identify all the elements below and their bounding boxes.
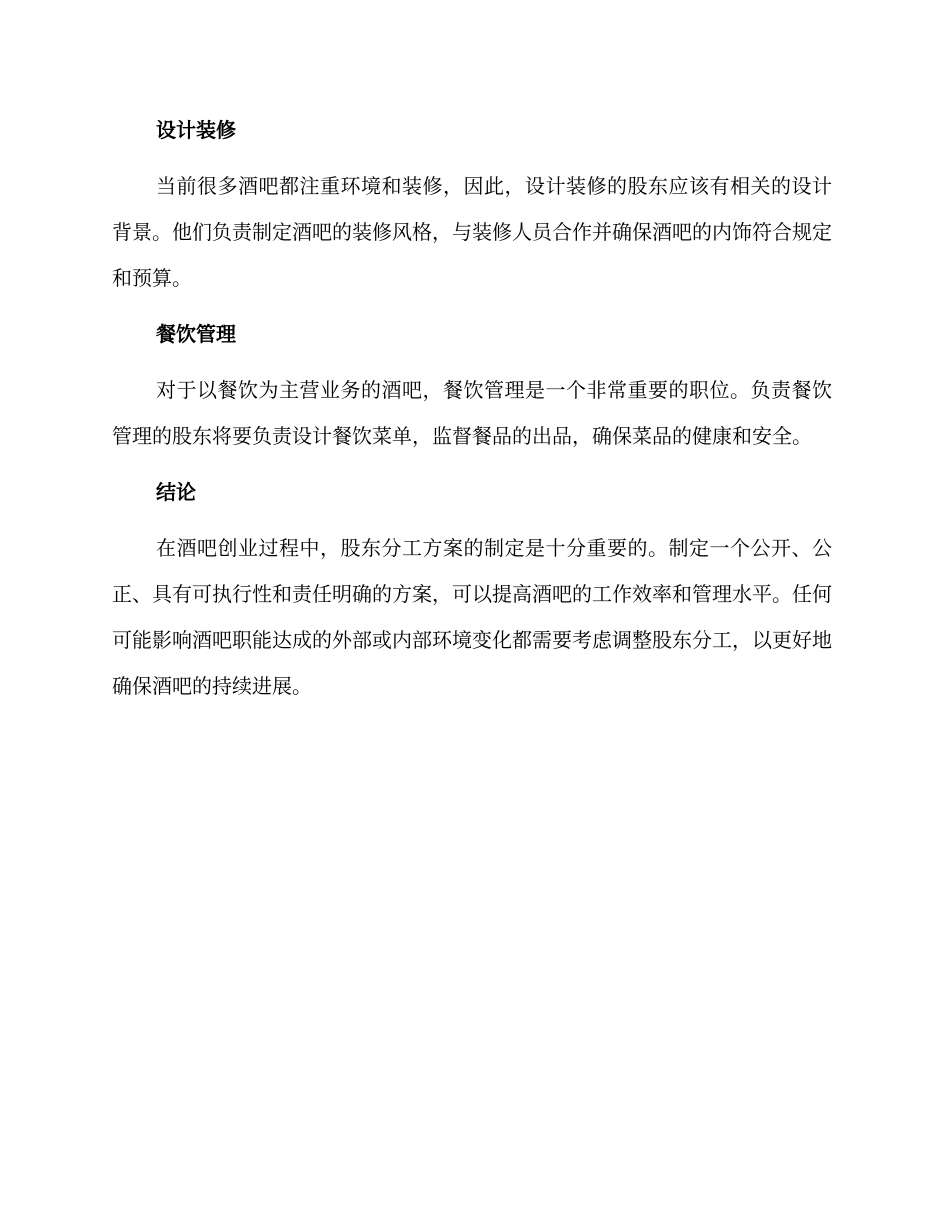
section-heading-design-decoration: 设计装修: [156, 118, 236, 142]
section-paragraph-design-decoration: 当前很多酒吧都注重环境和装修，因此，设计装修的股东应该有相关的设计背景。他们负责制定酒吧的装修风格，与装修人员合作并确保酒吧的内饰符合规定和预算。: [112, 174, 832, 290]
section-paragraph-conclusion: 在酒吧创业过程中，股东分工方案的制定是十分重要的。制定一个公开、公正、具有可执行性和责任明确的方案，可以提高酒吧的工作效率和管理水平。任何可能影响酒吧职能达成的外部或内部环境变化都需要考虑调整股东分工，以更好地确保酒吧的持续进展。: [112, 536, 832, 698]
section-heading-conclusion: 结论: [156, 480, 196, 504]
section-paragraph-catering-management: 对于以餐饮为主营业务的酒吧，餐饮管理是一个非常重要的职位。负责餐饮管理的股东将要负责设计餐饮菜单，监督餐品的出品，确保菜品的健康和安全。: [112, 378, 832, 448]
section-heading-catering-management: 餐饮管理: [156, 322, 236, 346]
document-body: [112, 113, 832, 709]
